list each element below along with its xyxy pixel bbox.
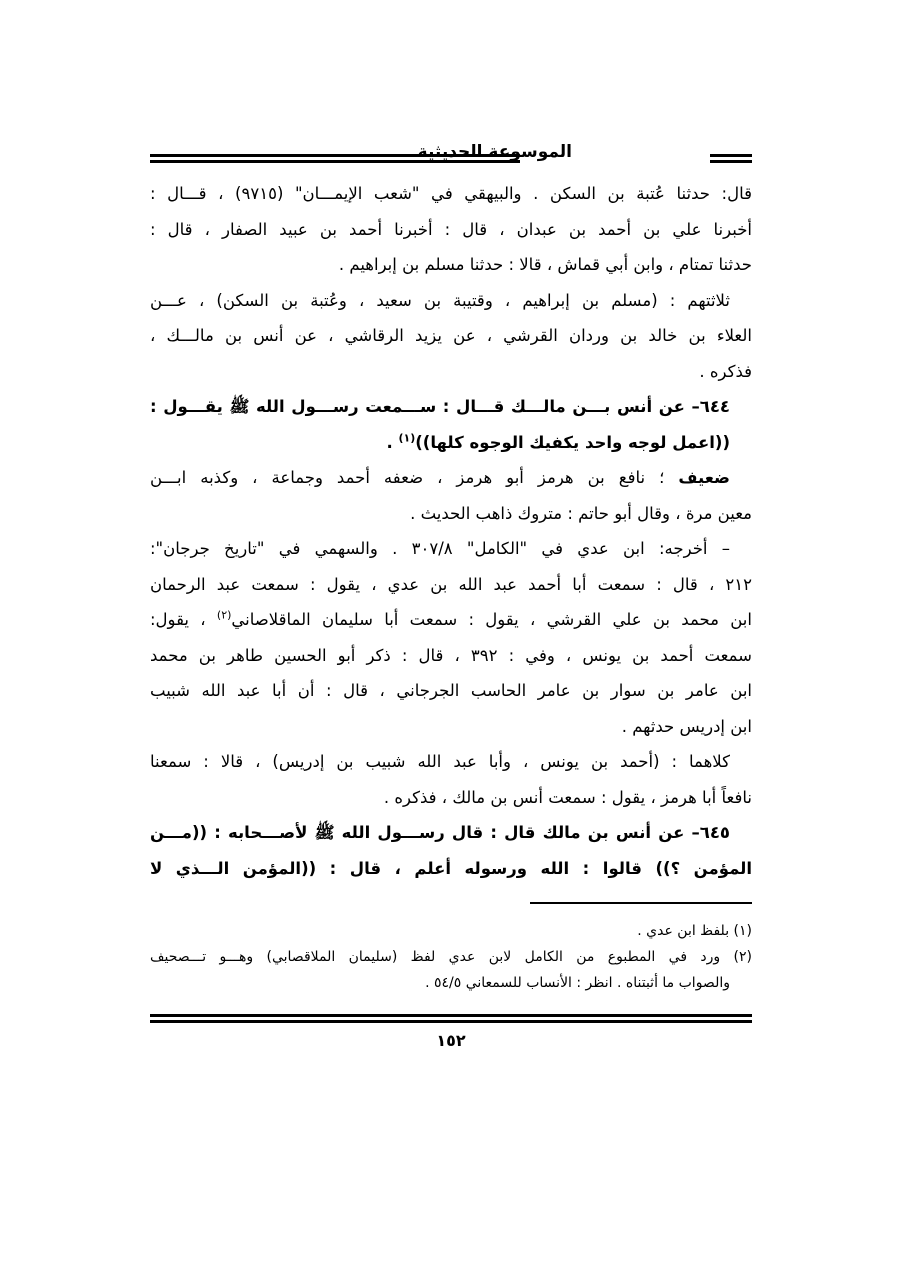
footnotes [150,918,752,996]
text-line: معين مرة ، وقال أبو حاتم : متروك ذاهب الحديث . [410,503,752,523]
text-segment: ، يقول: [150,610,206,629]
text-line: العلاء بن خالد بن وردان القرشي ، عن يزيد الرقاشي ، عن أنس بن مالـــك ، [150,326,752,345]
bottom-rule-bottom [150,1020,752,1023]
running-header [150,140,752,176]
footnote-separator [530,902,752,904]
grading-text: ؛ نافع بن هرمز أبو هرمز ، ضعفه أحمد وجماعة ، وكذبه ابـــن [150,468,665,487]
footnote-ref-2: (٢) [216,608,232,622]
text-line-with-note [150,602,752,638]
text-segment: ابن محمد بن علي القرشي ، يقول : سمعت أبا سليمان الماقلاصاني [231,610,752,629]
main-text [150,176,752,886]
text-line: كلاهما : (أحمد بن يونس ، وأبا عبد الله شبيب بن إدريس) ، قالا : سمعنا [150,752,730,771]
bottom-rules [150,1014,752,1023]
grading-line [150,460,752,496]
hadith-645-text: المؤمن ؟)) قالوا : الله ورسوله أعلم ، قال : ((المؤمن الـــذي لا [150,858,752,878]
header-title: الموسوعة الحديثية [417,142,572,162]
text-line: ثلاثتهم : (مسلم بن إبراهيم ، وقتيبة بن سعيد ، وعُتبة بن السكن) ، عـــن [150,290,730,310]
footnote-2: (٢) ورد في المطبوع من الكامل لابن عدي لفظ (سليمان الملاقصابي) وهـــو تـــصحيف [150,948,752,965]
text-line: قال: حدثنا عُتبة بن السكن . والبيهقي في "شعب الإيمـــان" (٩٧١٥) ، قـــال : [150,184,752,203]
hadith-644-text [150,425,752,461]
hadith-644-line: ٦٤٤– عن أنس بـــن مالـــك قـــال : ســـمعت رســـول الله ﷺ يقـــول : [150,397,730,416]
header-rule-right-top [710,154,752,157]
text-line: ابن عامر بن سوار بن عامر الحاسب الجرجاني ، قال : أن أبا عبد الله شبيب [150,681,752,700]
text-line: أخبرنا علي بن أحمد بن عبدان ، قال : أخبرنا أحمد بن عبيد الصفار ، قال : [150,219,752,239]
header-rule-right-bottom [710,160,752,163]
text-line: حدثنا تمتام ، وابن أبي قماش ، قالا : حدثنا مسلم بن إبراهيم . [338,255,752,274]
text-line: سمعت أحمد بن يونس ، وفي : ٣٩٢ ، قال : ذكر أبو الحسين طاهر بن محمد [150,645,752,665]
text-line: ٢١٢ ، قال : سمعت أبا أحمد عبد الله بن عدي ، يقول : سمعت عبد الرحمان [150,574,752,594]
hadith-644-quote: ((اعمل لوجه واحد يكفيك الوجوه كلها)) [415,432,730,452]
sentence-end: . [386,432,399,452]
hadith-645-line: ٦٤٥– عن أنس بن مالك قال : قال رســـول الله ﷺ لأصـــحابه : ((مـــن [150,823,730,842]
text-line: فذكره . [699,361,752,381]
footnote-2-continued: والصواب ما أثبتناه . انظر : الأنساب للسمعاني ٥٤/٥ . [425,974,730,991]
text-line: نافعاً أبا هرمز ، يقول : سمعت أنس بن مالك ، فذكره . [383,787,752,807]
footnote-1: (١) بلفظ ابن عدي . [637,922,752,939]
page-number: ١٥٢ [436,1030,466,1050]
text-line: ابن إدريس حدثهم . [621,716,752,736]
text-line: – أخرجه: ابن عدي في "الكامل" ٣٠٧/٨ . والسهمي في "تاريخ جرجان": [150,539,730,558]
footnote-ref-1: (١) [398,431,416,444]
grading-label: ضعيف [678,468,730,487]
book-page [150,140,752,1050]
